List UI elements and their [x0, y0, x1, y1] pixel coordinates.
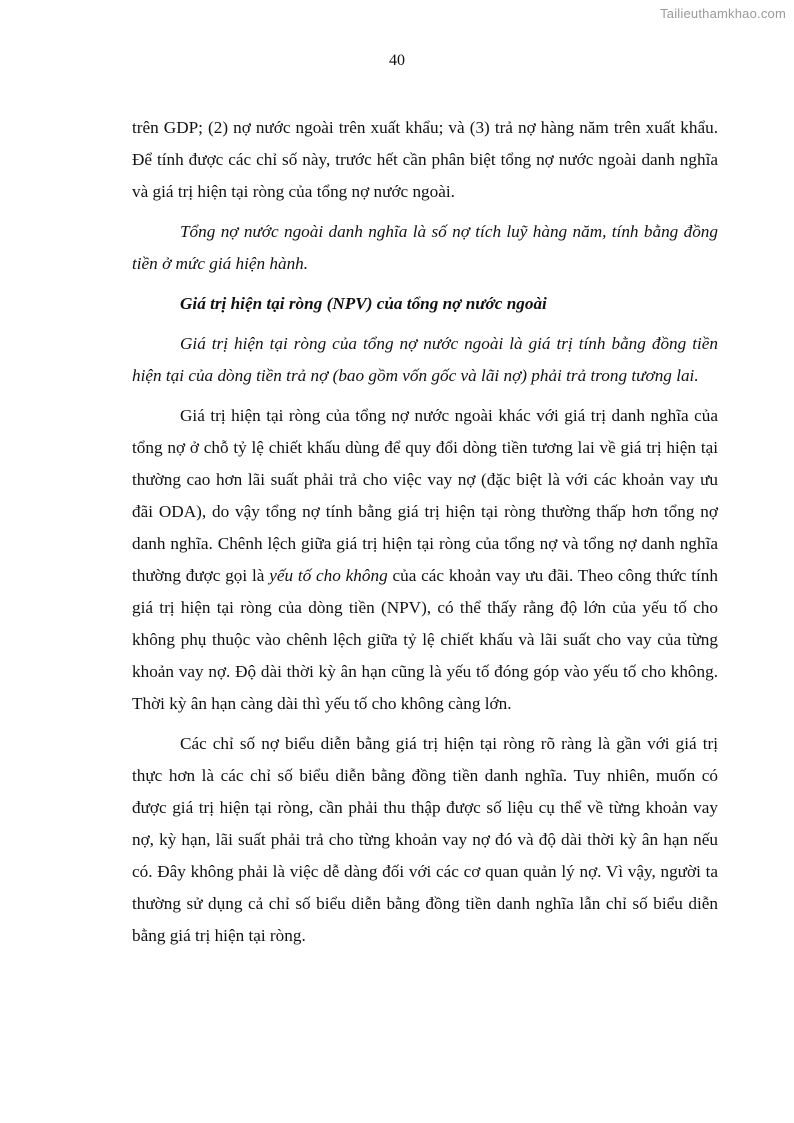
paragraph-debt-indicators: Các chỉ số nợ biểu diễn bằng giá trị hiện tại ròng rõ ràng là gần với giá trị thực hơn là các chỉ số biểu diễn bằng đồng tiền danh nghĩa. Tuy nhiên, muốn có được giá trị hiện tại ròng, cần phải thu thập được số liệu cụ thể về từng khoản vay nợ, kỳ hạn, lãi suất phải trả cho từng khoản vay nợ đó và độ dài thời kỳ ân hạn nếu có. Đây không phải là việc dễ dàng đối với các cơ quan quản lý nợ. Vì vậy, người ta thường sử dụng cả chỉ số biểu diễn bằng đồng tiền danh nghĩa lẫn chỉ số biểu diễn bằng giá trị hiện tại ròng. — [132, 734, 718, 945]
watermark: Tailieuthamkhao.com — [660, 6, 786, 21]
page-number: 40 — [389, 52, 405, 69]
paragraph-continuation: trên GDP; (2) nợ nước ngoài trên xuất khẩu; và (3) trả nợ hàng năm trên xuất khẩu. Để tính được các chỉ số này, trước hết cần phân biệt tổng nợ nước ngoài danh nghĩa và giá trị hiện tại ròng của tổng nợ nước ngoài. — [132, 118, 718, 201]
definition-nominal-debt: Tổng nợ nước ngoài danh nghĩa là số nợ tích luỹ hàng năm, tính bằng đồng tiền ở mức giá hiện hành. — [132, 222, 718, 273]
document-body — [132, 112, 718, 952]
term-grant-element: yếu tố cho không — [269, 566, 388, 585]
paragraph-npv-vs-nominal — [132, 400, 718, 720]
paragraph-npv-vs-nominal-text-1: Giá trị hiện tại ròng của tổng nợ nước ngoài khác với giá trị danh nghĩa của tổng nợ ở chỗ tỷ lệ chiết khấu dùng để quy đổi dòng tiền tương lai về giá trị hiện tại thường cao hơn lãi suất phải trả cho việc vay nợ (đặc biệt là với các khoản vay ưu đãi ODA), do vậy tổng nợ tính bằng giá trị hiện tại ròng thường thấp hơn tổng nợ danh nghĩa. Chênh lệch giữa giá trị hiện tại ròng của tổng nợ và tổng nợ danh nghĩa thường được gọi là — [132, 406, 718, 585]
definition-npv: Giá trị hiện tại ròng của tổng nợ nước ngoài là giá trị tính bằng đồng tiền hiện tại của dòng tiền trả nợ (bao gồm vốn gốc và lãi nợ) phải trả trong tương lai. — [132, 334, 718, 385]
section-heading-npv: Giá trị hiện tại ròng (NPV) của tổng nợ nước ngoài — [180, 294, 547, 313]
paragraph-npv-vs-nominal-text-2: của các khoản vay ưu đãi. Theo công thức tính giá trị hiện tại ròng của dòng tiền (NPV), có thể thấy rằng độ lớn của yếu tố cho không phụ thuộc vào chênh lệch giữa tỷ lệ chiết khấu và lãi suất cho vay của từng khoản vay nợ. Độ dài thời kỳ ân hạn cũng là yếu tố đóng góp vào yếu tố cho không. Thời kỳ ân hạn càng dài thì yếu tố cho không càng lớn. — [132, 566, 718, 713]
